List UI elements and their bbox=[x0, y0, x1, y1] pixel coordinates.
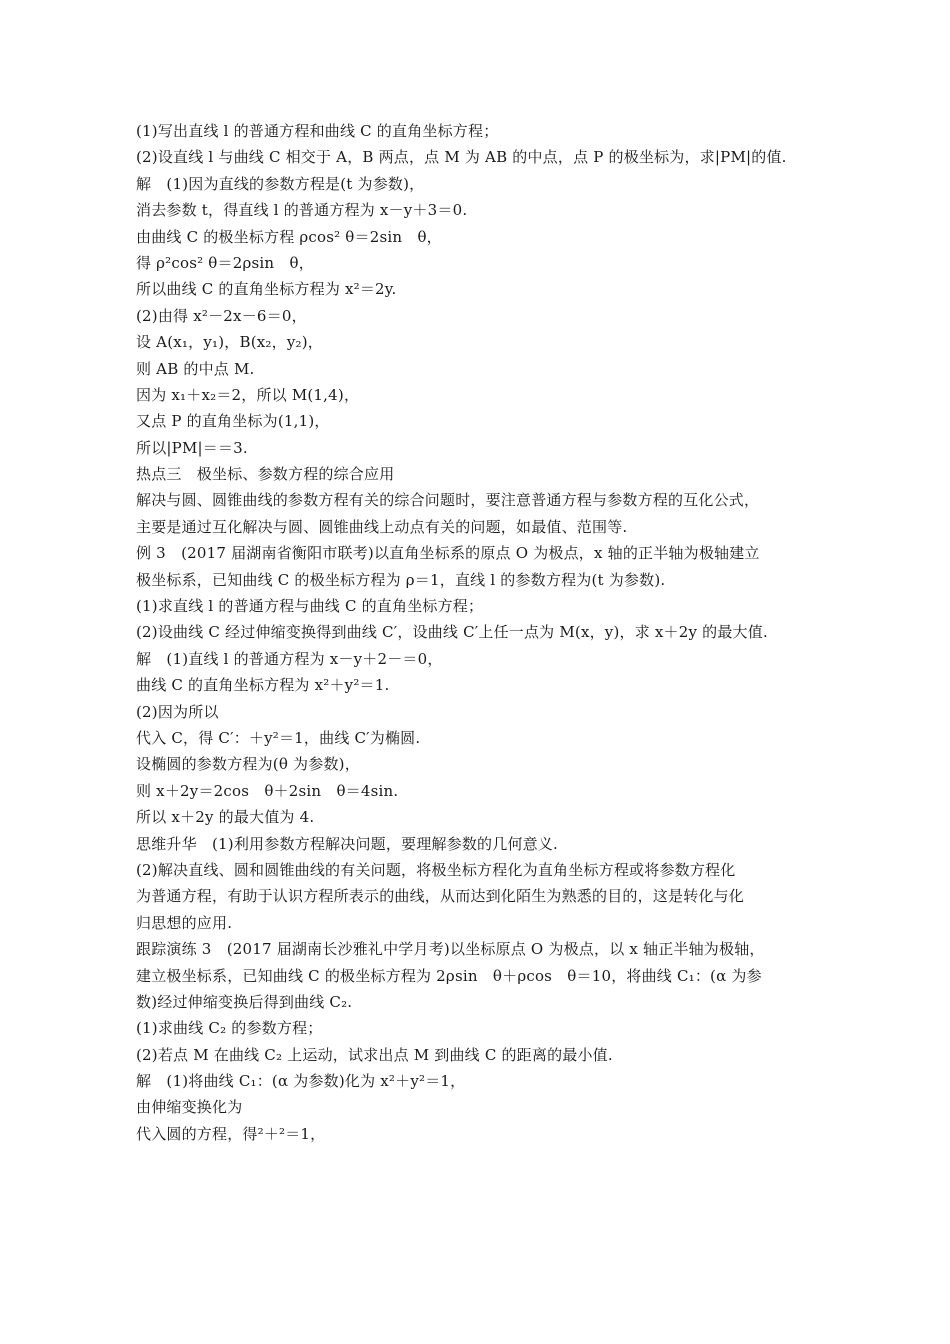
text-line: 建立极坐标系，已知曲线 C 的极坐标方程为 2ρsin θ＋ρcos θ＝10，将曲线 C₁：(α 为参 bbox=[136, 966, 762, 985]
text-line: 为普通方程，有助于认识方程所表示的曲线，从而达到化陌生为熟悉的目的，这是转化与化 bbox=[136, 887, 745, 906]
text-line: 极坐标系，已知曲线 C 的极坐标方程为 ρ＝1，直线 l 的参数方程为(t 为参数). bbox=[136, 570, 666, 589]
text-line: 归思想的应用. bbox=[136, 913, 233, 932]
text-line: 则 x＋2y＝2cos θ＋2sin θ＝4sin. bbox=[136, 781, 399, 800]
text-line: (2)解决直线、圆和圆锥曲线的有关问题，将极坐标方程化为直角坐标方程或将参数方程化 bbox=[136, 860, 736, 879]
text-line: 代入圆的方程，得²＋²＝1， bbox=[136, 1124, 326, 1143]
text-line: 解决与圆、圆锥曲线的参数方程有关的综合问题时，要注意普通方程与参数方程的互化公式， bbox=[136, 491, 760, 510]
text-line: 代入 C，得 C′：＋y²＝1，曲线 C′为椭圆. bbox=[136, 728, 421, 747]
text-line: 解 (1)将曲线 C₁：(α 为参数)化为 x²＋y²＝1， bbox=[136, 1072, 466, 1091]
text-line: (1)求直线 l 的普通方程与曲线 C 的直角坐标方程； bbox=[136, 597, 484, 616]
text-line: 例 3 (2017 届湖南省衡阳市联考)以直角坐标系的原点 O 为极点，x 轴的正半轴为极轴建立 bbox=[136, 544, 760, 563]
text-line: 所以|PM|＝＝3. bbox=[136, 438, 248, 457]
text-line: 由曲线 C 的极坐标方程 ρcos² θ＝2sin θ， bbox=[136, 227, 442, 246]
text-line: 所以曲线 C 的直角坐标方程为 x²＝2y. bbox=[136, 280, 397, 299]
text-line: 设椭圆的参数方程为(θ 为参数)， bbox=[136, 755, 360, 774]
text-line: 跟踪演练 3 (2017 届湖南长沙雅礼中学月考)以坐标原点 O 为极点，以 x 轴正半轴为极轴， bbox=[136, 940, 765, 959]
text-line: 热点三 极坐标、参数方程的综合应用 bbox=[136, 465, 395, 484]
document-body bbox=[136, 118, 826, 1147]
text-line: 解 (1)直线 l 的普通方程为 x－y＋2－＝0， bbox=[136, 649, 443, 668]
text-line: (1)写出直线 l 的普通方程和曲线 C 的直角坐标方程； bbox=[136, 122, 499, 140]
text-line: 又点 P 的直角坐标为(1,1)， bbox=[136, 412, 330, 431]
text-line: 曲线 C 的直角坐标方程为 x²＋y²＝1. bbox=[136, 676, 390, 695]
text-line: (2)因为所以 bbox=[136, 702, 219, 721]
text-line: 数)经过伸缩变换后得到曲线 C₂. bbox=[136, 992, 353, 1011]
text-line: 思维升华 (1)利用参数方程解决问题，要理解参数的几何意义. bbox=[136, 834, 559, 853]
text-line: 消去参数 t，得直线 l 的普通方程为 x－y＋3＝0. bbox=[136, 201, 468, 220]
text-line: (2)若点 M 在曲线 C₂ 上运动，试求出点 M 到曲线 C 的距离的最小值. bbox=[136, 1045, 613, 1064]
text-line: 因为 x₁＋x₂＝2，所以 M(1,4)， bbox=[136, 385, 360, 404]
text-line: 得 ρ²cos² θ＝2ρsin θ， bbox=[136, 253, 314, 272]
text-line: 则 AB 的中点 M. bbox=[136, 359, 255, 378]
text-line: (2)设曲线 C 经过伸缩变换得到曲线 C′，设曲线 C′上任一点为 M(x，y)，求 x＋2y 的最大值. bbox=[136, 623, 768, 642]
text-line: 所以 x＋2y 的最大值为 4. bbox=[136, 808, 315, 827]
text-line: 由伸缩变换化为 bbox=[136, 1098, 243, 1117]
text-line: 设 A(x₁，y₁)，B(x₂，y₂)， bbox=[136, 333, 323, 352]
text-line: (2)设直线 l 与曲线 C 相交于 A，B 两点，点 M 为 AB 的中点，点 P 的极坐标为，求|PM|的值. bbox=[136, 148, 787, 167]
text-line: (1)求曲线 C₂ 的参数方程； bbox=[136, 1019, 323, 1038]
text-line: 主要是通过互化解决与圆、圆锥曲线上动点有关的问题，如最值、范围等. bbox=[136, 517, 628, 536]
text-line: (2)由得 x²－2x－6＝0， bbox=[136, 306, 307, 325]
text-line: 解 (1)因为直线的参数方程是(t 为参数)， bbox=[136, 174, 425, 193]
